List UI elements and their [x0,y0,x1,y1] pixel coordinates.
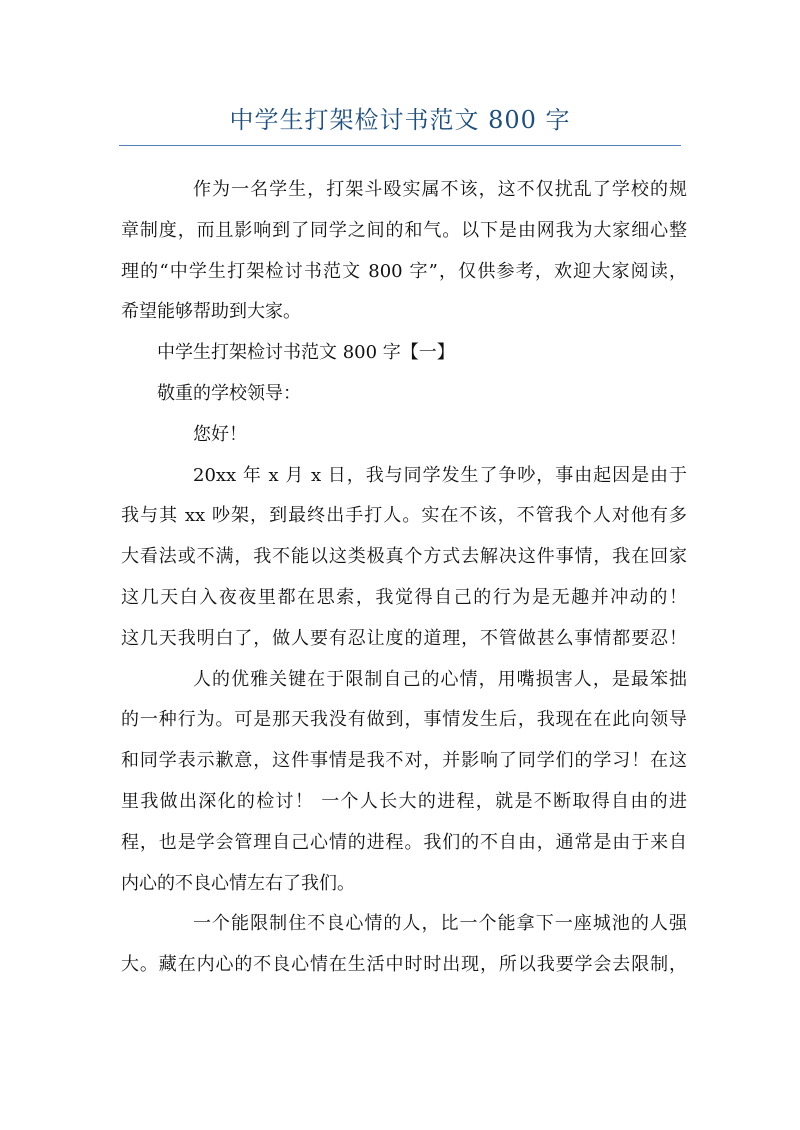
text-line: 这几天我明白了，做人要有忍让度的道理，不管做甚么事情都要忍！ [121,627,687,649]
text-line: 和同学表示歉意，这件事情是我不对，并影响了同学们的学习！在这 [121,750,687,772]
greeting: 您好！ [193,423,247,445]
text-line: 程，也是学会管理自己心情的进程。我们的不自由，通常是由于来自 [121,831,687,853]
text-line: 里我做出深化的检讨！ 一个人长大的进程，就是不断取得自由的进 [121,790,687,812]
text-line: 作为一名学生，打架斗殴实属不该，这不仅扰乱了学校的规 [193,179,687,200]
text-line: 理的“中学生打架检讨书范文 800 字”，仅供参考，欢迎大家阅读， [121,260,687,282]
text-line: 的一种行为。可是那天我没有做到，事情发生后，我现在在此向领导 [121,709,687,731]
text-line: 章制度，而且影响到了同学之间的和气。以下是由网我为大家细心整 [121,219,687,241]
title-underline [119,145,681,146]
section-heading: 中学生打架检讨书范文 800 字【一】 [157,342,455,364]
document-title: 中学生打架检讨书范文 800 字 [229,106,571,134]
text-line: 一个能限制住不良心情的人，比一个能拿下一座城池的人强 [193,913,687,935]
text-line: 大看法或不满，我不能以这类极真个方式去解决这件事情，我在回家 [121,546,687,568]
text-line: 希望能够帮助到大家。 [121,301,301,323]
text-line: 内心的不良心情左右了我们。 [121,872,355,894]
text-line: 20xx 年 x 月 x 日，我与同学发生了争吵，事由起因是由于 [193,464,687,486]
document-body [121,170,687,986]
text-line: 这几天白入夜夜里都在思索，我觉得自己的行为是无趣并冲动的！ [121,586,687,608]
text-line: 大。藏在内心的不良心情在生活中时时出现，所以我要学会去限制， [121,954,687,976]
salutation: 敬重的学校领导： [157,382,301,404]
text-line: 我与其 xx 吵架，到最终出手打人。实在不该，不管我个人对他有多 [121,505,687,527]
text-line: 人的优雅关键在于限制自己的心情，用嘴损害人，是最笨拙 [193,668,687,690]
